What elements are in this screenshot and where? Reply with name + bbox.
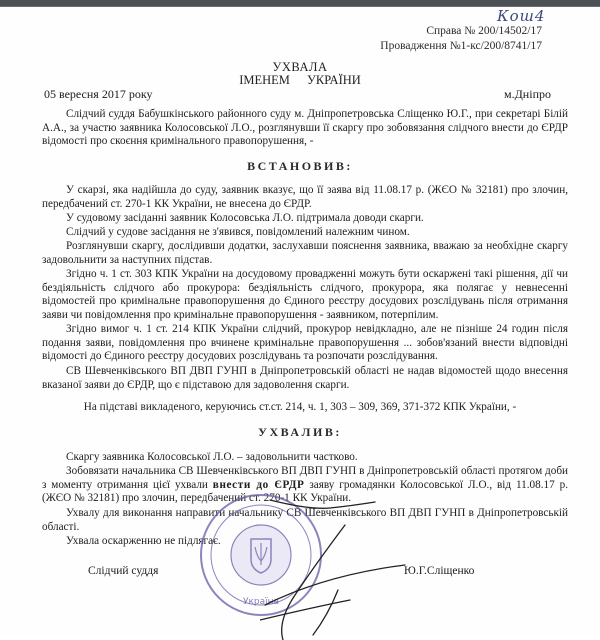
document-title: УХВАЛА: [272, 60, 328, 74]
document-page: [0, 7, 600, 636]
established-paragraph-4: [42, 240, 568, 267]
intro-paragraph: [42, 108, 568, 149]
stamp-text: Україна: [242, 597, 280, 607]
case-references: [380, 24, 542, 54]
paragraph-text: У скарзі, яка надійшла до суду, заявник вказує, що її заява від 11.08.17 р. (ЖЄО № 32181) про злочин, передбачений ст. 270-1 КК України, не внесена до ЄРДР.: [42, 184, 568, 210]
paragraph-text: Згідно вимог ч. 1 ст. 214 КПК України слідчий, прокурор невідкладно, але не пізніше 24 годин після подання заяви, повідомлення про вчинене кримінальне правопорушення ... зобов'язаний внести відповідні відомості до Єдиного реєстру досудових розслідувань та розпочати розслідування.: [42, 323, 568, 363]
signature-name: Ю.Г.Сліщенко: [404, 565, 475, 577]
established-heading: ВСТАНОВИВ:: [247, 159, 353, 173]
paragraph-text: У судовому засіданні заявник Колосовська Л.О. підтримала доводи скарги.: [66, 212, 424, 224]
established-paragraph-3: [42, 226, 568, 240]
established-paragraph-6: [42, 323, 568, 364]
decision-text: заяву громадянки Колосовської Л.О., від 11.08.17 р. (ЖЄО № 32181) про злочин, передбачений ст. 270-1 КК України.: [42, 478, 568, 505]
established-paragraph-7: [42, 365, 568, 392]
decision-text: Скаргу заявника Колосовської Л.О. – задовольнити частково.: [66, 451, 358, 463]
signature-icon: [260, 495, 410, 640]
paragraph-text: СВ Шевченківського ВП ДВП ГУНП в Дніпропетровській області не надав відомостей щодо внесення вказаної заяви до ЄРДР, що є підставою для задоволення скарги.: [42, 365, 568, 391]
handwritten-note: Кош4: [497, 7, 546, 25]
decided-heading: УХВАЛИВ:: [258, 425, 342, 439]
intro-text: Слідчий суддя Бабушкінського районного суду м. Дніпропетровська Сліщенко Ю.Г., при секретарі Білій А.А., за участю заявника Колосовської Л.О., розглянувши її скаргу про зобовязання слідчого внести до ЄРДР відомості про скоєння кримінального правопорушення, -: [42, 108, 568, 148]
decision-item-1: [42, 451, 568, 465]
established-paragraph-1: [42, 184, 568, 211]
paragraph-text: Згідно ч. 1 ст. 303 КПК України на досудовому провадженні можуть бути оскаржені такі рішення, дії чи бездіяльність слідчого або прокурора: бездіяльність слідчого, прокурора, яка полягає у невнесенні відомостей про кримінальне правопорушення до Єдиного реєстру досудових розслідувань після отримання заяви чи повідомлення про кримінальне правопорушення - заявником, потерпілим.: [42, 268, 568, 321]
viewer-top-bar: [0, 0, 600, 7]
basis-paragraph: На підставі викладеного, керуючись ст.ст. 214, ч. 1, 303 – 309, 369, 371-372 КПК України, -: [83, 401, 517, 413]
decision-text: Ухвала оскарженню не підлягає.: [66, 535, 221, 547]
signature-label: Слідчий суддя: [88, 565, 159, 577]
proceeding-number: Провадження №1-кс/200/8741/17: [380, 40, 542, 52]
established-paragraph-5: [42, 268, 568, 322]
decision-emphasis: внести до ЄРДР: [212, 478, 305, 491]
decision-text: Зобовязати начальника СВ Шевченківського ВП ДВП ГУНП в Дніпропетровській області протягом доби з моменту отримання цієї ухвали: [42, 465, 568, 491]
case-number: Справа № 200/14502/17: [426, 25, 542, 37]
document-subtitle: ІМЕНЕМ УКРАЇНИ: [239, 73, 361, 87]
document-date: 05 вересня 2017 року: [44, 87, 153, 101]
paragraph-text: Слідчий у судове засідання не з'явився, повідомлений належним чином.: [66, 226, 410, 238]
decision-text: Ухвалу для виконання направити начальнику СВ Шевченківського ВП ДВП ГУНП в Дніпропетровській області.: [42, 507, 568, 533]
document-city: м.Дніпро: [504, 87, 551, 101]
paragraph-text: Розглянувши скаргу, дослідивши додатки, заслухавши пояснення заявника, вважаю за необхідне скаргу задовольнити за наступних підстав.: [42, 240, 568, 266]
established-paragraph-2: [42, 212, 568, 226]
